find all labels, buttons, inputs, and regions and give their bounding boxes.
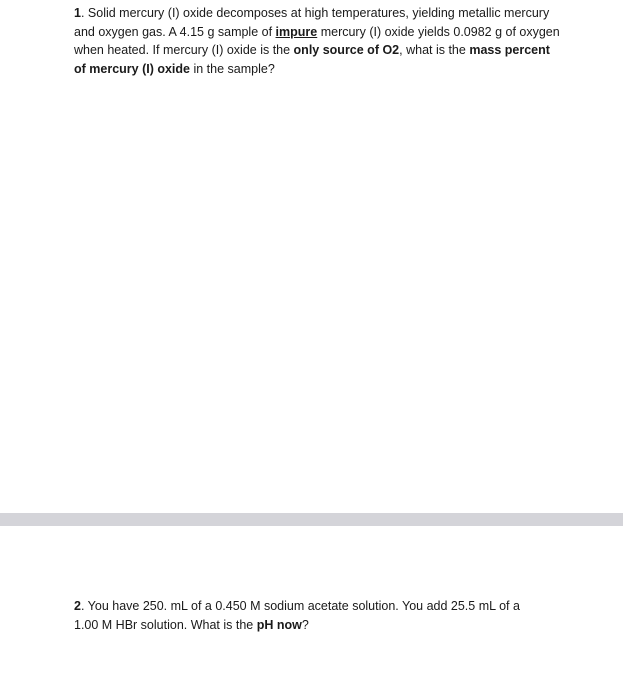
- question-2-number: 2: [74, 599, 81, 613]
- question-1-text: when heated. If mercury (I) oxide is the: [74, 43, 294, 57]
- question-1-text: , what is the: [399, 43, 470, 57]
- emphasis-only-source: only source of O2: [293, 43, 400, 57]
- emphasis-ph-now: pH now: [256, 617, 302, 632]
- question-1-text: mercury (I) oxide yields 0.0982 g of oxygen: [317, 24, 560, 39]
- page-divider: [0, 513, 623, 526]
- question-2: [74, 597, 544, 634]
- emphasis-impure: impure: [275, 24, 318, 39]
- emphasis-mass-percent: mass percent: [469, 43, 550, 57]
- question-1-text: in the sample?: [190, 61, 275, 76]
- question-1-line-4: [74, 60, 574, 79]
- question-1-number: 1: [74, 6, 81, 20]
- question-1-line-3: [74, 41, 574, 60]
- question-2-text: 1.00 M HBr solution. What is the: [74, 617, 257, 632]
- question-1-line-2: [74, 23, 574, 42]
- question-2-line-2: [74, 616, 544, 635]
- question-1: [74, 4, 574, 78]
- question-2-line-1: [74, 597, 544, 616]
- question-2-text: ?: [301, 617, 309, 632]
- question-1-line-1: [74, 4, 574, 23]
- question-1-text: . Solid mercury (I) oxide decomposes at high temperatures, yielding metallic mercury: [80, 6, 550, 20]
- question-2-text: . You have 250. mL of a 0.450 M sodium acetate solution. You add 25.5 mL of a: [80, 599, 520, 613]
- question-1-text: and oxygen gas. A 4.15 g sample of: [74, 24, 276, 39]
- emphasis-mercury-oxide: of mercury (I) oxide: [74, 61, 190, 76]
